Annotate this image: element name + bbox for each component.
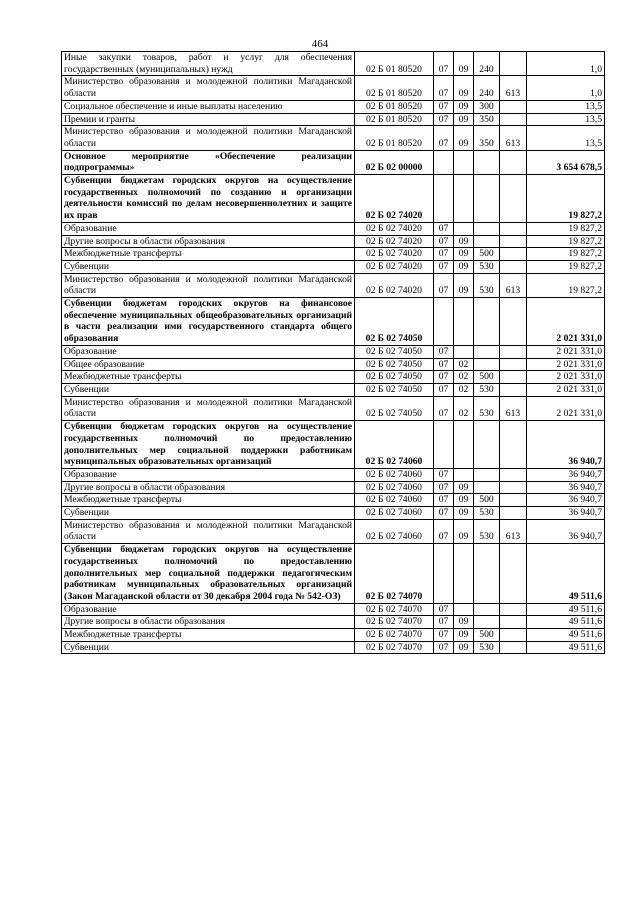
row-name-cell: Субвенции бюджетам городских округов на осуществление государственных полномочий по предоставлению дополнительных мер социальной поддержки работникам муниципальных образовательных организаций: [62, 421, 355, 469]
expense-type-cell: 530: [474, 273, 500, 297]
section-cell: 07: [434, 52, 454, 76]
subsection-cell: 09: [454, 235, 474, 248]
table-row: [62, 641, 605, 654]
row-name-cell: Субвенции: [62, 383, 355, 396]
row-name-cell: Другие вопросы в области образования: [62, 616, 355, 629]
table-body: [62, 52, 605, 654]
row-name-cell: Субвенции: [62, 641, 355, 654]
target-code-cell: 02 Б 02 74050: [355, 383, 434, 396]
table-row: [62, 100, 605, 113]
row-name-cell: Межбюджетные трансферты: [62, 629, 355, 642]
target-code-cell: 02 Б 02 74070: [355, 616, 434, 629]
subsection-cell: 02: [454, 371, 474, 384]
table-row-heading: [62, 544, 605, 604]
expense-type-cell: [474, 175, 500, 223]
row-name-cell: Субвенции: [62, 507, 355, 520]
department-cell: [500, 248, 527, 261]
target-code-cell: 02 Б 02 74020: [355, 235, 434, 248]
target-code-cell: 02 Б 02 74070: [355, 544, 434, 604]
section-cell: [434, 175, 454, 223]
department-cell: [500, 421, 527, 469]
table-row-heading: [62, 421, 605, 469]
section-cell: 07: [434, 468, 454, 481]
row-name-cell: Межбюджетные трансферты: [62, 371, 355, 384]
target-code-cell: 02 Б 01 80520: [355, 100, 434, 113]
department-cell: 613: [500, 126, 527, 150]
department-cell: [500, 345, 527, 358]
department-cell: [500, 383, 527, 396]
target-code-cell: 02 Б 02 74050: [355, 371, 434, 384]
section-cell: 07: [434, 603, 454, 616]
row-name-cell: Другие вопросы в области образования: [62, 235, 355, 248]
row-name-cell: Другие вопросы в области образования: [62, 481, 355, 494]
amount-cell: 19 827,2: [527, 222, 605, 235]
amount-cell: 13,5: [527, 113, 605, 126]
section-cell: 07: [434, 358, 454, 371]
row-name-cell: Основное мероприятие «Обеспечение реализации подпрограммы»: [62, 150, 355, 174]
expense-type-cell: [474, 222, 500, 235]
subsection-cell: [454, 150, 474, 174]
expense-type-cell: [474, 616, 500, 629]
expense-type-cell: 350: [474, 126, 500, 150]
amount-cell: 1,0: [527, 76, 605, 100]
amount-cell: 13,5: [527, 126, 605, 150]
subsection-cell: [454, 544, 474, 604]
department-cell: 613: [500, 396, 527, 420]
subsection-cell: 02: [454, 358, 474, 371]
section-cell: 07: [434, 519, 454, 543]
row-name-cell: Субвенции: [62, 260, 355, 273]
expense-type-cell: 300: [474, 100, 500, 113]
expense-type-cell: 350: [474, 113, 500, 126]
subsection-cell: 09: [454, 260, 474, 273]
table-row: [62, 235, 605, 248]
table-row: [62, 616, 605, 629]
department-cell: [500, 603, 527, 616]
section-cell: 07: [434, 481, 454, 494]
section-cell: 07: [434, 126, 454, 150]
section-cell: 07: [434, 507, 454, 520]
amount-cell: 2 021 331,0: [527, 396, 605, 420]
subsection-cell: [454, 222, 474, 235]
amount-cell: 13,5: [527, 100, 605, 113]
department-cell: [500, 175, 527, 223]
row-name-cell: Министерство образования и молодежной политики Магаданской области: [62, 76, 355, 100]
expense-type-cell: 530: [474, 383, 500, 396]
section-cell: 07: [434, 371, 454, 384]
subsection-cell: [454, 175, 474, 223]
subsection-cell: 09: [454, 494, 474, 507]
department-cell: 613: [500, 76, 527, 100]
target-code-cell: 02 Б 02 74050: [355, 358, 434, 371]
department-cell: [500, 100, 527, 113]
expense-type-cell: [474, 345, 500, 358]
subsection-cell: 09: [454, 629, 474, 642]
section-cell: [434, 421, 454, 469]
target-code-cell: 02 Б 01 80520: [355, 52, 434, 76]
section-cell: [434, 298, 454, 346]
target-code-cell: 02 Б 01 80520: [355, 76, 434, 100]
amount-cell: 2 021 331,0: [527, 383, 605, 396]
expense-type-cell: 530: [474, 507, 500, 520]
amount-cell: 36 940,7: [527, 468, 605, 481]
subsection-cell: [454, 603, 474, 616]
table-row-heading: [62, 150, 605, 174]
subsection-cell: 09: [454, 76, 474, 100]
expense-type-cell: [474, 603, 500, 616]
amount-cell: 36 940,7: [527, 481, 605, 494]
subsection-cell: 09: [454, 100, 474, 113]
subsection-cell: 09: [454, 52, 474, 76]
table-row: [62, 260, 605, 273]
section-cell: 07: [434, 222, 454, 235]
amount-cell: 19 827,2: [527, 260, 605, 273]
table-row: [62, 494, 605, 507]
target-code-cell: 02 Б 02 74050: [355, 345, 434, 358]
expense-type-cell: [474, 421, 500, 469]
table-row: [62, 629, 605, 642]
amount-cell: 36 940,7: [527, 494, 605, 507]
amount-cell: 49 511,6: [527, 616, 605, 629]
expense-type-cell: 500: [474, 629, 500, 642]
expense-type-cell: [474, 298, 500, 346]
target-code-cell: 02 Б 02 00000: [355, 150, 434, 174]
expense-type-cell: 500: [474, 494, 500, 507]
row-name-cell: Образование: [62, 222, 355, 235]
subsection-cell: 09: [454, 481, 474, 494]
subsection-cell: [454, 298, 474, 346]
amount-cell: 19 827,2: [527, 273, 605, 297]
row-name-cell: Образование: [62, 603, 355, 616]
table-row: [62, 358, 605, 371]
expense-type-cell: [474, 150, 500, 174]
department-cell: [500, 544, 527, 604]
row-name-cell: Премии и гранты: [62, 113, 355, 126]
row-name-cell: Субвенции бюджетам городских округов на осуществление государственных полномочий по предоставлению дополнительных мер социальной поддержки педагогическим работникам муниципальных образовательных организаций (Закон Магаданской области от 30 декабря 2004 года № 542-ОЗ): [62, 544, 355, 604]
expense-type-cell: [474, 544, 500, 604]
table-row-heading: [62, 298, 605, 346]
amount-cell: 2 021 331,0: [527, 358, 605, 371]
subsection-cell: 09: [454, 248, 474, 261]
amount-cell: 49 511,6: [527, 641, 605, 654]
amount-cell: 3 654 678,5: [527, 150, 605, 174]
table-row-heading: [62, 175, 605, 223]
subsection-cell: 09: [454, 507, 474, 520]
section-cell: 07: [434, 494, 454, 507]
row-name-cell: Субвенции бюджетам городских округов на финансовое обеспечение муниципальных общеобразовательных организаций в части реализации ими государственного стандарта общего образования: [62, 298, 355, 346]
table-row: [62, 126, 605, 150]
row-name-cell: Социальное обеспечение и иные выплаты населению: [62, 100, 355, 113]
department-cell: 613: [500, 519, 527, 543]
section-cell: 07: [434, 113, 454, 126]
table-row: [62, 481, 605, 494]
expense-type-cell: 500: [474, 371, 500, 384]
row-name-cell: Образование: [62, 345, 355, 358]
row-name-cell: Министерство образования и молодежной политики Магаданской области: [62, 126, 355, 150]
expense-type-cell: [474, 358, 500, 371]
department-cell: [500, 629, 527, 642]
department-cell: [500, 494, 527, 507]
section-cell: [434, 544, 454, 604]
row-name-cell: Субвенции бюджетам городских округов на осуществление государственных полномочий по созданию и организации деятельности комиссий по делам несовершеннолетних и защите их прав: [62, 175, 355, 223]
row-name-cell: Министерство образования и молодежной политики Магаданской области: [62, 519, 355, 543]
row-name-cell: Межбюджетные трансферты: [62, 248, 355, 261]
expense-type-cell: 530: [474, 260, 500, 273]
subsection-cell: 09: [454, 126, 474, 150]
amount-cell: 36 940,7: [527, 519, 605, 543]
section-cell: 07: [434, 273, 454, 297]
department-cell: [500, 616, 527, 629]
amount-cell: 49 511,6: [527, 603, 605, 616]
table-row: [62, 468, 605, 481]
department-cell: [500, 358, 527, 371]
target-code-cell: 02 Б 02 74020: [355, 260, 434, 273]
amount-cell: 19 827,2: [527, 248, 605, 261]
department-cell: 613: [500, 273, 527, 297]
table-row: [62, 76, 605, 100]
subsection-cell: 09: [454, 113, 474, 126]
expense-type-cell: 240: [474, 52, 500, 76]
target-code-cell: 02 Б 02 74070: [355, 629, 434, 642]
target-code-cell: 02 Б 01 80520: [355, 113, 434, 126]
table-row: [62, 603, 605, 616]
section-cell: 07: [434, 100, 454, 113]
section-cell: 07: [434, 260, 454, 273]
subsection-cell: 09: [454, 273, 474, 297]
subsection-cell: [454, 421, 474, 469]
target-code-cell: 02 Б 02 74060: [355, 481, 434, 494]
department-cell: [500, 481, 527, 494]
row-name-cell: Министерство образования и молодежной политики Магаданской области: [62, 273, 355, 297]
section-cell: 07: [434, 76, 454, 100]
expense-type-cell: 500: [474, 248, 500, 261]
amount-cell: 2 021 331,0: [527, 345, 605, 358]
subsection-cell: [454, 345, 474, 358]
table-row: [62, 113, 605, 126]
expense-type-cell: 530: [474, 396, 500, 420]
expense-type-cell: 240: [474, 76, 500, 100]
table-row: [62, 248, 605, 261]
row-name-cell: Образование: [62, 468, 355, 481]
amount-cell: 1,0: [527, 52, 605, 76]
department-cell: [500, 52, 527, 76]
department-cell: [500, 222, 527, 235]
target-code-cell: 02 Б 01 80520: [355, 126, 434, 150]
department-cell: [500, 371, 527, 384]
department-cell: [500, 150, 527, 174]
table-row: [62, 396, 605, 420]
expense-type-cell: [474, 235, 500, 248]
section-cell: 07: [434, 641, 454, 654]
section-cell: 07: [434, 396, 454, 420]
section-cell: [434, 150, 454, 174]
expense-type-cell: 530: [474, 519, 500, 543]
department-cell: [500, 235, 527, 248]
section-cell: 07: [434, 235, 454, 248]
row-name-cell: Иные закупки товаров, работ и услуг для обеспечения государственных (муниципальных) нужд: [62, 52, 355, 76]
target-code-cell: 02 Б 02 74070: [355, 641, 434, 654]
section-cell: 07: [434, 616, 454, 629]
table-row: [62, 383, 605, 396]
row-name-cell: Общее образование: [62, 358, 355, 371]
department-cell: [500, 113, 527, 126]
target-code-cell: 02 Б 02 74020: [355, 248, 434, 261]
department-cell: [500, 641, 527, 654]
amount-cell: 49 511,6: [527, 629, 605, 642]
amount-cell: 36 940,7: [527, 421, 605, 469]
target-code-cell: 02 Б 02 74060: [355, 507, 434, 520]
amount-cell: 2 021 331,0: [527, 371, 605, 384]
amount-cell: 19 827,2: [527, 175, 605, 223]
table-row: [62, 371, 605, 384]
department-cell: [500, 260, 527, 273]
department-cell: [500, 507, 527, 520]
target-code-cell: 02 Б 02 74060: [355, 468, 434, 481]
subsection-cell: 09: [454, 641, 474, 654]
subsection-cell: 02: [454, 396, 474, 420]
amount-cell: 2 021 331,0: [527, 298, 605, 346]
budget-table: [61, 51, 605, 654]
table-row: [62, 345, 605, 358]
department-cell: [500, 468, 527, 481]
row-name-cell: Министерство образования и молодежной политики Магаданской области: [62, 396, 355, 420]
target-code-cell: 02 Б 02 74020: [355, 175, 434, 223]
amount-cell: 49 511,6: [527, 544, 605, 604]
target-code-cell: 02 Б 02 74060: [355, 494, 434, 507]
section-cell: 07: [434, 629, 454, 642]
section-cell: 07: [434, 383, 454, 396]
table-row: [62, 222, 605, 235]
subsection-cell: 02: [454, 383, 474, 396]
subsection-cell: 09: [454, 519, 474, 543]
table-row: [62, 52, 605, 76]
subsection-cell: [454, 468, 474, 481]
target-code-cell: 02 Б 02 74060: [355, 519, 434, 543]
table-row: [62, 519, 605, 543]
section-cell: 07: [434, 345, 454, 358]
target-code-cell: 02 Б 02 74050: [355, 396, 434, 420]
row-name-cell: Межбюджетные трансферты: [62, 494, 355, 507]
expense-type-cell: 530: [474, 641, 500, 654]
department-cell: [500, 298, 527, 346]
section-cell: 07: [434, 248, 454, 261]
target-code-cell: 02 Б 02 74020: [355, 273, 434, 297]
target-code-cell: 02 Б 02 74020: [355, 222, 434, 235]
expense-type-cell: [474, 481, 500, 494]
table-row: [62, 507, 605, 520]
target-code-cell: 02 Б 02 74050: [355, 298, 434, 346]
amount-cell: 36 940,7: [527, 507, 605, 520]
page-number: 464: [311, 38, 329, 50]
expense-type-cell: [474, 468, 500, 481]
target-code-cell: 02 Б 02 74070: [355, 603, 434, 616]
amount-cell: 19 827,2: [527, 235, 605, 248]
subsection-cell: 09: [454, 616, 474, 629]
target-code-cell: 02 Б 02 74060: [355, 421, 434, 469]
table-row: [62, 273, 605, 297]
